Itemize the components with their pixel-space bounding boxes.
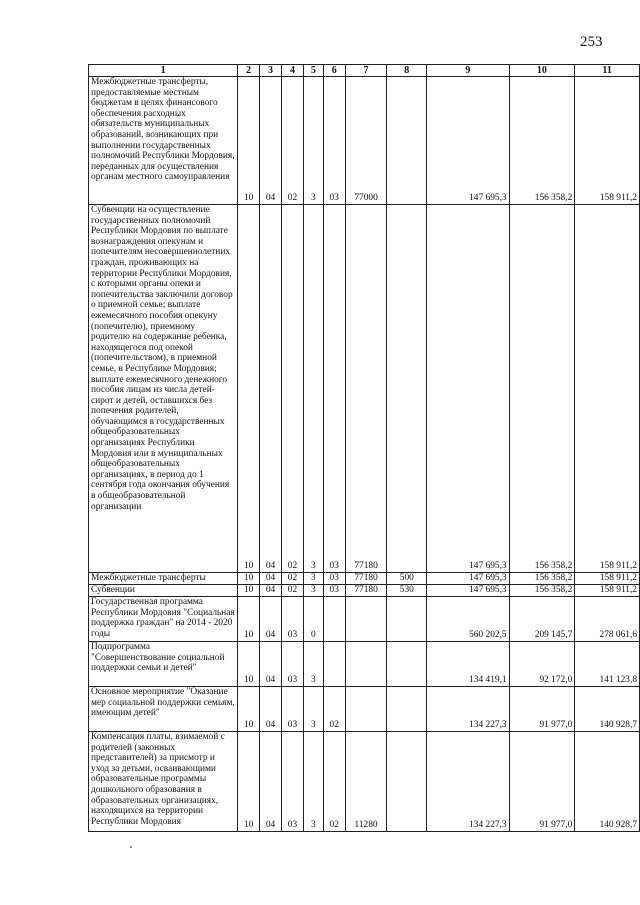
cell-c2: 10 <box>238 585 260 597</box>
cell-c6: 03 <box>323 77 345 205</box>
header-col-6: 6 <box>323 65 345 77</box>
cell-c9: 147 695,3 <box>427 205 509 573</box>
row-name: Межбюджетные трансферты <box>89 573 238 585</box>
cell-c8 <box>387 205 427 573</box>
header-col-10: 10 <box>509 65 575 77</box>
cell-c4: 03 <box>282 732 304 832</box>
cell-c4: 03 <box>282 597 304 642</box>
cell-c8: 500 <box>387 573 427 585</box>
cell-c11: 140 928,7 <box>575 732 640 832</box>
cell-c5: 3 <box>303 77 323 205</box>
cell-c7: 77180 <box>345 585 387 597</box>
cell-c2: 10 <box>238 205 260 573</box>
cell-c11: 140 928,7 <box>575 687 640 732</box>
row-name: Основное мероприятие "Оказание мер социальной поддержки семьям, имеющим детей" <box>89 687 238 732</box>
cell-c5: 3 <box>303 573 323 585</box>
cell-c8 <box>387 597 427 642</box>
page-number: 253 <box>580 34 603 50</box>
cell-c5: 3 <box>303 585 323 597</box>
cell-c10: 91 977,0 <box>509 732 575 832</box>
cell-c2: 10 <box>238 642 260 687</box>
row-name: Компенсация платы, взимаемой с родителей (законных представителей) за присмотр и уход за детьми, осваивающими образовательные программы дошкольного образования в образовательных организациях, находящихся на территории Республики Мордовия <box>89 732 238 832</box>
cell-c4: 02 <box>282 573 304 585</box>
cell-c10: 156 358,2 <box>509 585 575 597</box>
cell-c2: 10 <box>238 597 260 642</box>
cell-c7: 77180 <box>345 573 387 585</box>
cell-c2: 10 <box>238 77 260 205</box>
header-col-8: 8 <box>387 65 427 77</box>
header-col-7: 7 <box>345 65 387 77</box>
cell-c3: 04 <box>260 687 282 732</box>
cell-c6: 02 <box>323 732 345 832</box>
cell-c7 <box>345 642 387 687</box>
cell-c7 <box>345 687 387 732</box>
cell-c9: 134 227,3 <box>427 732 509 832</box>
row-name: Субвенции на осуществление государственных полномочий Республики Мордовия по выплате вознаграждения опекунам и попечителям несовершеннолетних граждан, проживающих на территории Республики Мордовия, с которыми органы опеки и попечительства заключили договор о приемной семье; выплате ежемесячного пособия опекуну (попечителю), приемному родителю на содержание ребенка, находящегося под опекой (попечительством), в приемной семье, в Республике Мордовия; выплате ежемесячного денежного пособия лицам из числа детей-сирот и детей, оставшихся без попечения родителей, обучающимся в государственных общеобразовательных организациях Республики Мордовия или в муниципальных общеобразовательных организациях, в период до 1 сентября года окончания обучения в общеобразовательной организации <box>89 205 238 573</box>
cell-c4: 02 <box>282 585 304 597</box>
cell-c8 <box>387 77 427 205</box>
cell-c6: 03 <box>323 205 345 573</box>
cell-c3: 04 <box>260 77 282 205</box>
header-row <box>89 65 640 77</box>
header-col-1: 1 <box>89 65 238 77</box>
cell-c10: 209 145,7 <box>509 597 575 642</box>
table-row <box>89 732 640 832</box>
cell-c11: 141 123,8 <box>575 642 640 687</box>
header-col-11: 11 <box>575 65 640 77</box>
cell-c11: 158 911,2 <box>575 585 640 597</box>
header-col-4: 4 <box>282 65 304 77</box>
cell-c9: 147 695,3 <box>427 585 509 597</box>
cell-c9: 134 419,1 <box>427 642 509 687</box>
cell-c5: 3 <box>303 687 323 732</box>
cell-c10: 156 358,2 <box>509 573 575 585</box>
cell-c4: 02 <box>282 205 304 573</box>
cell-c6: 02 <box>323 687 345 732</box>
table-row <box>89 687 640 732</box>
cell-c11: 158 911,2 <box>575 205 640 573</box>
cell-c11: 158 911,2 <box>575 573 640 585</box>
table-row <box>89 205 640 573</box>
cell-c7: 77000 <box>345 77 387 205</box>
table-row <box>89 585 640 597</box>
cell-c8 <box>387 687 427 732</box>
table-row <box>89 642 640 687</box>
row-name: Подпрограмма "Совершенствование социальной поддержки семьи и детей" <box>89 642 238 687</box>
row-name: Межбюджетные трансферты, предоставляемые местным бюджетам в целях финансового обеспечения расходных обязательств муниципальных образований, возникающих при выполнении государственных полномочий Республики Мордовия, переданных для осуществления органам местного самоуправления <box>89 77 238 205</box>
cell-c3: 04 <box>260 585 282 597</box>
cell-c8 <box>387 732 427 832</box>
table-row <box>89 597 640 642</box>
header-col-9: 9 <box>427 65 509 77</box>
row-name: Государственная программа Республики Мордовия "Социальная поддержка граждан" на 2014 - 2020 годы <box>89 597 238 642</box>
cell-c2: 10 <box>238 687 260 732</box>
cell-c5: 3 <box>303 642 323 687</box>
row-name: Субвенции <box>89 585 238 597</box>
cell-c10: 92 172,0 <box>509 642 575 687</box>
cell-c9: 147 695,3 <box>427 77 509 205</box>
cell-c10: 156 358,2 <box>509 205 575 573</box>
cell-c7: 11280 <box>345 732 387 832</box>
cell-c5: 3 <box>303 732 323 832</box>
cell-c8 <box>387 642 427 687</box>
cell-c6 <box>323 597 345 642</box>
cell-c6: 03 <box>323 585 345 597</box>
header-col-3: 3 <box>260 65 282 77</box>
cell-c3: 04 <box>260 732 282 832</box>
cell-c4: 03 <box>282 642 304 687</box>
budget-table <box>88 64 640 832</box>
table-row <box>89 77 640 205</box>
cell-c9: 147 695,3 <box>427 573 509 585</box>
cell-c7 <box>345 597 387 642</box>
cell-c5: 3 <box>303 205 323 573</box>
cell-c2: 10 <box>238 732 260 832</box>
cell-c11: 278 061,6 <box>575 597 640 642</box>
cell-c10: 156 358,2 <box>509 77 575 205</box>
cell-c4: 03 <box>282 687 304 732</box>
cell-c8: 530 <box>387 585 427 597</box>
header-col-5: 5 <box>303 65 323 77</box>
cell-c7: 77180 <box>345 205 387 573</box>
header-col-2: 2 <box>238 65 260 77</box>
cell-c9: 134 227,3 <box>427 687 509 732</box>
cell-c10: 91 977,0 <box>509 687 575 732</box>
cell-c9: 560 202,5 <box>427 597 509 642</box>
cell-c6: 03 <box>323 573 345 585</box>
cell-c11: 158 911,2 <box>575 77 640 205</box>
cell-c2: 10 <box>238 573 260 585</box>
cell-c3: 04 <box>260 597 282 642</box>
cell-c3: 04 <box>260 573 282 585</box>
cell-c6 <box>323 642 345 687</box>
scan-speck <box>130 846 132 848</box>
cell-c5: 0 <box>303 597 323 642</box>
cell-c3: 04 <box>260 642 282 687</box>
cell-c3: 04 <box>260 205 282 573</box>
table-row <box>89 573 640 585</box>
cell-c4: 02 <box>282 77 304 205</box>
